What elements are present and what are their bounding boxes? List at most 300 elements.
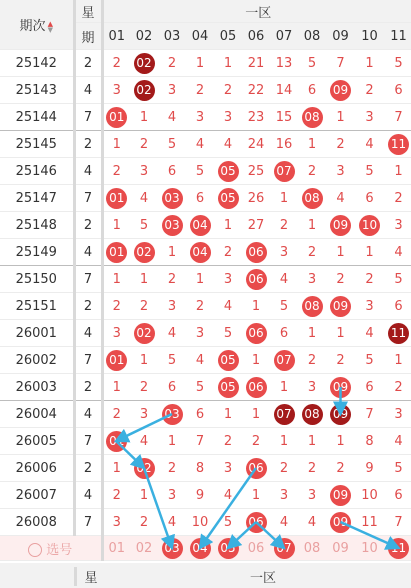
issue-number: 25150 bbox=[0, 266, 74, 293]
omission-count: 2 bbox=[355, 266, 384, 293]
hit-ball-cell bbox=[186, 239, 214, 266]
omission-count: 1 bbox=[130, 104, 158, 131]
hit-ball: 01 bbox=[106, 107, 127, 128]
hit-ball-cell bbox=[298, 185, 326, 212]
hit-ball: 05 bbox=[218, 188, 239, 209]
weekday: 7 bbox=[74, 266, 102, 293]
hit-ball: 09 bbox=[330, 404, 351, 425]
weekday: 7 bbox=[74, 185, 102, 212]
omission-count: 24 bbox=[242, 131, 270, 158]
hit-ball-cell bbox=[214, 158, 242, 185]
draw-row bbox=[0, 293, 411, 320]
select-number[interactable]: 09 bbox=[326, 536, 355, 561]
hit-ball-cell bbox=[242, 239, 270, 266]
hit-ball-cell bbox=[384, 131, 411, 158]
omission-count: 4 bbox=[158, 104, 186, 131]
hit-ball: 07 bbox=[274, 350, 295, 371]
omission-count: 3 bbox=[214, 266, 242, 293]
omission-count: 3 bbox=[186, 320, 214, 347]
omission-count: 21 bbox=[242, 50, 270, 77]
omission-count: 1 bbox=[355, 50, 384, 77]
omission-count: 1 bbox=[298, 428, 326, 455]
omission-count: 1 bbox=[130, 347, 158, 374]
hit-ball-cell bbox=[158, 212, 186, 239]
hit-ball-cell bbox=[242, 374, 270, 401]
omission-count: 4 bbox=[298, 509, 326, 536]
hit-ball-cell bbox=[326, 509, 355, 536]
omission-count: 5 bbox=[186, 158, 214, 185]
omission-count: 2 bbox=[130, 509, 158, 536]
hit-ball-cell bbox=[158, 401, 186, 428]
hit-ball: 02 bbox=[134, 80, 155, 101]
omission-count: 5 bbox=[384, 455, 411, 482]
omission-count: 2 bbox=[102, 158, 130, 185]
omission-count: 2 bbox=[130, 374, 158, 401]
hit-ball-cell bbox=[298, 293, 326, 320]
hit-ball-cell bbox=[130, 320, 158, 347]
hit-ball-cell bbox=[326, 482, 355, 509]
omission-count: 16 bbox=[270, 131, 298, 158]
hit-ball: 01 bbox=[106, 242, 127, 263]
omission-count: 2 bbox=[298, 239, 326, 266]
omission-count: 7 bbox=[355, 401, 384, 428]
hit-ball-cell bbox=[102, 239, 130, 266]
issue-number: 25149 bbox=[0, 239, 74, 266]
omission-count: 7 bbox=[326, 50, 355, 77]
omission-count: 25 bbox=[242, 158, 270, 185]
hit-ball: 02 bbox=[134, 323, 155, 344]
omission-count: 4 bbox=[355, 320, 384, 347]
omission-count: 2 bbox=[158, 50, 186, 77]
hit-ball: 09 bbox=[330, 215, 351, 236]
column-header-10: 10 bbox=[355, 23, 384, 50]
omission-count: 4 bbox=[270, 266, 298, 293]
hit-ball-cell bbox=[214, 374, 242, 401]
omission-count: 1 bbox=[186, 50, 214, 77]
omission-count: 10 bbox=[186, 509, 214, 536]
column-header-03: 03 bbox=[158, 23, 186, 50]
omission-count: 2 bbox=[102, 401, 130, 428]
select-ball-cell[interactable] bbox=[270, 536, 298, 561]
omission-count: 9 bbox=[186, 482, 214, 509]
hit-ball: 06 bbox=[246, 512, 267, 533]
draw-row bbox=[0, 50, 411, 77]
omission-count: 1 bbox=[214, 212, 242, 239]
omission-count: 3 bbox=[298, 266, 326, 293]
omission-count: 4 bbox=[384, 239, 411, 266]
hit-ball: 06 bbox=[246, 269, 267, 290]
omission-count: 6 bbox=[384, 482, 411, 509]
omission-count: 1 bbox=[214, 50, 242, 77]
omission-count: 2 bbox=[298, 347, 326, 374]
omission-count: 3 bbox=[186, 104, 214, 131]
column-header-06: 06 bbox=[242, 23, 270, 50]
issue-number: 26001 bbox=[0, 320, 74, 347]
omission-count: 3 bbox=[130, 158, 158, 185]
weekday: 2 bbox=[74, 50, 102, 77]
omission-count: 1 bbox=[384, 158, 411, 185]
omission-count: 6 bbox=[186, 401, 214, 428]
select-ball[interactable]: 07 bbox=[274, 538, 295, 559]
omission-count: 2 bbox=[130, 131, 158, 158]
hit-ball: 01 bbox=[106, 350, 127, 371]
omission-count: 3 bbox=[270, 482, 298, 509]
omission-count: 4 bbox=[186, 347, 214, 374]
draw-row bbox=[0, 509, 411, 536]
weekday: 7 bbox=[74, 509, 102, 536]
omission-count: 6 bbox=[355, 374, 384, 401]
omission-count: 2 bbox=[158, 455, 186, 482]
draw-rows bbox=[0, 50, 411, 561]
hit-ball: 11 bbox=[388, 134, 409, 155]
omission-count: 1 bbox=[326, 428, 355, 455]
omission-count: 4 bbox=[214, 293, 242, 320]
issue-number: 26008 bbox=[0, 509, 74, 536]
omission-count: 1 bbox=[270, 185, 298, 212]
select-ball[interactable]: 04 bbox=[190, 538, 211, 559]
omission-count: 1 bbox=[384, 347, 411, 374]
issue-number: 25145 bbox=[0, 131, 74, 158]
select-ball[interactable]: 03 bbox=[162, 538, 183, 559]
select-number[interactable]: 01 bbox=[102, 536, 130, 561]
omission-count: 3 bbox=[214, 455, 242, 482]
hit-ball: 08 bbox=[302, 188, 323, 209]
omission-count: 5 bbox=[270, 293, 298, 320]
select-row-label[interactable] bbox=[0, 536, 102, 561]
draw-row bbox=[0, 455, 411, 482]
omission-count: 3 bbox=[102, 320, 130, 347]
omission-count: 1 bbox=[270, 428, 298, 455]
omission-count: 6 bbox=[355, 185, 384, 212]
hit-ball-cell bbox=[270, 347, 298, 374]
weekday: 4 bbox=[74, 482, 102, 509]
omission-count: 6 bbox=[158, 374, 186, 401]
omission-count: 3 bbox=[298, 482, 326, 509]
draw-row bbox=[0, 266, 411, 293]
omission-count: 3 bbox=[384, 212, 411, 239]
zone-header: 一区 bbox=[102, 0, 411, 23]
omission-count: 5 bbox=[214, 509, 242, 536]
omission-count: 4 bbox=[158, 509, 186, 536]
omission-count: 14 bbox=[270, 77, 298, 104]
hit-ball: 07 bbox=[274, 161, 295, 182]
draw-row bbox=[0, 239, 411, 266]
hit-ball-cell bbox=[102, 104, 130, 131]
select-row bbox=[0, 536, 411, 561]
hit-ball-cell bbox=[130, 239, 158, 266]
draw-row bbox=[0, 104, 411, 131]
issue-number: 26002 bbox=[0, 347, 74, 374]
hit-ball: 02 bbox=[134, 53, 155, 74]
draw-row bbox=[0, 482, 411, 509]
hit-ball-cell bbox=[102, 347, 130, 374]
hit-ball: 08 bbox=[302, 296, 323, 317]
hit-ball: 06 bbox=[246, 377, 267, 398]
column-header-05: 05 bbox=[214, 23, 242, 50]
omission-count: 22 bbox=[242, 77, 270, 104]
omission-count: 1 bbox=[270, 374, 298, 401]
draw-row bbox=[0, 347, 411, 374]
weekday: 4 bbox=[74, 158, 102, 185]
hit-ball: 01 bbox=[106, 188, 127, 209]
hit-ball-cell bbox=[270, 401, 298, 428]
omission-count: 1 bbox=[186, 266, 214, 293]
hit-ball-cell bbox=[384, 320, 411, 347]
hit-ball-cell bbox=[102, 428, 130, 455]
hit-ball: 05 bbox=[218, 161, 239, 182]
omission-count: 1 bbox=[214, 401, 242, 428]
omission-count: 3 bbox=[326, 158, 355, 185]
omission-count: 1 bbox=[130, 482, 158, 509]
omission-count: 2 bbox=[270, 212, 298, 239]
hit-ball: 04 bbox=[190, 242, 211, 263]
omission-count: 2 bbox=[158, 266, 186, 293]
issue-number: 25148 bbox=[0, 212, 74, 239]
omission-count: 2 bbox=[384, 374, 411, 401]
omission-count: 2 bbox=[326, 455, 355, 482]
omission-count: 4 bbox=[186, 131, 214, 158]
hit-ball-cell bbox=[214, 185, 242, 212]
omission-count: 13 bbox=[270, 50, 298, 77]
omission-count: 2 bbox=[102, 50, 130, 77]
omission-count: 6 bbox=[270, 320, 298, 347]
column-header-04: 04 bbox=[186, 23, 214, 50]
hit-ball: 06 bbox=[246, 458, 267, 479]
weekday: 2 bbox=[74, 293, 102, 320]
omission-count: 27 bbox=[242, 212, 270, 239]
omission-count: 2 bbox=[384, 185, 411, 212]
omission-count: 5 bbox=[158, 347, 186, 374]
weekday: 2 bbox=[74, 131, 102, 158]
omission-count: 4 bbox=[130, 428, 158, 455]
omission-count: 2 bbox=[186, 77, 214, 104]
draw-row bbox=[0, 374, 411, 401]
select-number[interactable]: 06 bbox=[242, 536, 270, 561]
omission-count: 2 bbox=[242, 428, 270, 455]
omission-count: 4 bbox=[384, 428, 411, 455]
draw-row bbox=[0, 77, 411, 104]
omission-count: 4 bbox=[326, 185, 355, 212]
hit-ball-cell bbox=[326, 401, 355, 428]
hit-ball-cell bbox=[130, 50, 158, 77]
omission-count: 3 bbox=[158, 482, 186, 509]
omission-count: 2 bbox=[326, 131, 355, 158]
hit-ball: 07 bbox=[274, 404, 295, 425]
select-ball-cell[interactable] bbox=[158, 536, 186, 561]
issue-number: 26006 bbox=[0, 455, 74, 482]
weekday: 7 bbox=[74, 428, 102, 455]
issue-number: 25143 bbox=[0, 77, 74, 104]
omission-count: 15 bbox=[270, 104, 298, 131]
weekday: 7 bbox=[74, 104, 102, 131]
hit-ball-cell bbox=[214, 347, 242, 374]
omission-count: 10 bbox=[355, 482, 384, 509]
hit-ball-cell bbox=[242, 509, 270, 536]
issue-number: 26003 bbox=[0, 374, 74, 401]
omission-count: 5 bbox=[186, 374, 214, 401]
hit-ball: 05 bbox=[218, 350, 239, 371]
omission-count: 2 bbox=[102, 482, 130, 509]
weekday: 2 bbox=[74, 212, 102, 239]
hit-ball: 09 bbox=[330, 485, 351, 506]
select-ball[interactable]: 05 bbox=[218, 538, 239, 559]
omission-count: 2 bbox=[270, 455, 298, 482]
omission-count: 2 bbox=[102, 293, 130, 320]
omission-count: 1 bbox=[326, 320, 355, 347]
issue-number: 26005 bbox=[0, 428, 74, 455]
draw-row bbox=[0, 185, 411, 212]
draw-row bbox=[0, 401, 411, 428]
omission-count: 1 bbox=[242, 482, 270, 509]
draw-row bbox=[0, 158, 411, 185]
draw-row bbox=[0, 320, 411, 347]
hit-ball: 06 bbox=[246, 242, 267, 263]
select-label: 选号 bbox=[46, 542, 73, 558]
omission-count: 5 bbox=[214, 320, 242, 347]
hit-ball: 02 bbox=[134, 458, 155, 479]
omission-count: 3 bbox=[130, 401, 158, 428]
omission-count: 1 bbox=[298, 131, 326, 158]
sort-icon[interactable]: ▲ ▼ bbox=[47, 19, 53, 34]
hit-ball: 08 bbox=[302, 404, 323, 425]
omission-count: 1 bbox=[158, 428, 186, 455]
omission-count: 2 bbox=[214, 77, 242, 104]
hit-ball: 03 bbox=[162, 188, 183, 209]
week-header-top: 星 bbox=[74, 0, 102, 23]
omission-count: 2 bbox=[298, 455, 326, 482]
hit-ball: 09 bbox=[330, 512, 351, 533]
omission-count: 11 bbox=[355, 509, 384, 536]
omission-count: 23 bbox=[242, 104, 270, 131]
issue-number: 25151 bbox=[0, 293, 74, 320]
hit-ball-cell bbox=[326, 374, 355, 401]
omission-count: 1 bbox=[326, 104, 355, 131]
omission-count: 9 bbox=[355, 455, 384, 482]
select-number[interactable]: 08 bbox=[298, 536, 326, 561]
omission-count: 6 bbox=[158, 158, 186, 185]
hit-ball-cell bbox=[130, 77, 158, 104]
select-ball-cell[interactable] bbox=[214, 536, 242, 561]
column-header-09: 09 bbox=[326, 23, 355, 50]
issue-number: 25147 bbox=[0, 185, 74, 212]
omission-count: 4 bbox=[270, 509, 298, 536]
select-ball-cell[interactable] bbox=[186, 536, 214, 561]
hit-ball: 04 bbox=[190, 215, 211, 236]
omission-count: 3 bbox=[355, 293, 384, 320]
omission-count: 3 bbox=[158, 77, 186, 104]
select-radio-icon[interactable] bbox=[28, 543, 42, 557]
weekday: 2 bbox=[74, 374, 102, 401]
omission-count: 8 bbox=[355, 428, 384, 455]
hit-ball-cell bbox=[355, 212, 384, 239]
hit-ball: 09 bbox=[330, 377, 351, 398]
omission-count: 7 bbox=[384, 104, 411, 131]
omission-count: 8 bbox=[186, 455, 214, 482]
omission-count: 3 bbox=[102, 509, 130, 536]
omission-count: 3 bbox=[355, 104, 384, 131]
issue-number: 26007 bbox=[0, 482, 74, 509]
hit-ball: 10 bbox=[359, 215, 380, 236]
select-number[interactable]: 10 bbox=[355, 536, 384, 561]
footer-week-label: 星 bbox=[74, 567, 105, 586]
hit-ball-cell bbox=[298, 104, 326, 131]
issue-number: 25146 bbox=[0, 158, 74, 185]
issue-number: 25142 bbox=[0, 50, 74, 77]
hit-ball: 03 bbox=[162, 215, 183, 236]
omission-count: 2 bbox=[214, 428, 242, 455]
hit-ball-cell bbox=[270, 158, 298, 185]
draw-row bbox=[0, 212, 411, 239]
omission-count: 2 bbox=[326, 266, 355, 293]
omission-count: 5 bbox=[130, 212, 158, 239]
omission-count: 3 bbox=[158, 293, 186, 320]
omission-count: 4 bbox=[214, 131, 242, 158]
select-ball-cell[interactable] bbox=[384, 536, 411, 561]
omission-count: 1 bbox=[242, 293, 270, 320]
issue-number: 26004 bbox=[0, 401, 74, 428]
draw-row bbox=[0, 131, 411, 158]
hit-ball-cell bbox=[102, 185, 130, 212]
weekday: 7 bbox=[74, 347, 102, 374]
hit-ball-cell bbox=[186, 212, 214, 239]
omission-count: 2 bbox=[214, 239, 242, 266]
omission-count: 7 bbox=[186, 428, 214, 455]
omission-count: 3 bbox=[384, 401, 411, 428]
omission-count: 2 bbox=[130, 293, 158, 320]
footer-header bbox=[0, 563, 411, 588]
hit-ball-cell bbox=[130, 455, 158, 482]
hit-ball-cell bbox=[326, 212, 355, 239]
column-header-01: 01 bbox=[102, 23, 130, 50]
weekday: 4 bbox=[74, 77, 102, 104]
issue-number: 25144 bbox=[0, 104, 74, 131]
hit-ball-cell bbox=[326, 77, 355, 104]
header-row-top bbox=[0, 0, 411, 23]
hit-ball: 06 bbox=[246, 323, 267, 344]
omission-count: 1 bbox=[158, 239, 186, 266]
issue-header[interactable] bbox=[0, 0, 74, 50]
omission-count: 1 bbox=[102, 131, 130, 158]
omission-count: 1 bbox=[102, 212, 130, 239]
column-header-11: 11 bbox=[384, 23, 411, 50]
omission-count: 1 bbox=[130, 266, 158, 293]
omission-count: 1 bbox=[102, 374, 130, 401]
omission-count: 2 bbox=[326, 347, 355, 374]
omission-count: 5 bbox=[158, 131, 186, 158]
omission-count: 5 bbox=[384, 266, 411, 293]
omission-count: 1 bbox=[242, 347, 270, 374]
footer-zone-label: 一区 bbox=[250, 571, 277, 586]
omission-count: 6 bbox=[186, 185, 214, 212]
omission-count: 4 bbox=[130, 185, 158, 212]
hit-ball-cell bbox=[242, 266, 270, 293]
omission-count: 1 bbox=[102, 455, 130, 482]
omission-count: 4 bbox=[214, 482, 242, 509]
omission-count: 4 bbox=[158, 320, 186, 347]
column-header-07: 07 bbox=[270, 23, 298, 50]
weekday: 4 bbox=[74, 320, 102, 347]
select-number[interactable]: 02 bbox=[130, 536, 158, 561]
omission-count: 5 bbox=[355, 347, 384, 374]
omission-count: 5 bbox=[384, 50, 411, 77]
omission-count: 26 bbox=[242, 185, 270, 212]
weekday: 2 bbox=[74, 455, 102, 482]
select-ball[interactable]: 11 bbox=[388, 538, 409, 559]
hit-ball: 11 bbox=[388, 323, 409, 344]
omission-count: 3 bbox=[214, 104, 242, 131]
omission-count: 3 bbox=[102, 77, 130, 104]
hit-ball: 08 bbox=[302, 107, 323, 128]
